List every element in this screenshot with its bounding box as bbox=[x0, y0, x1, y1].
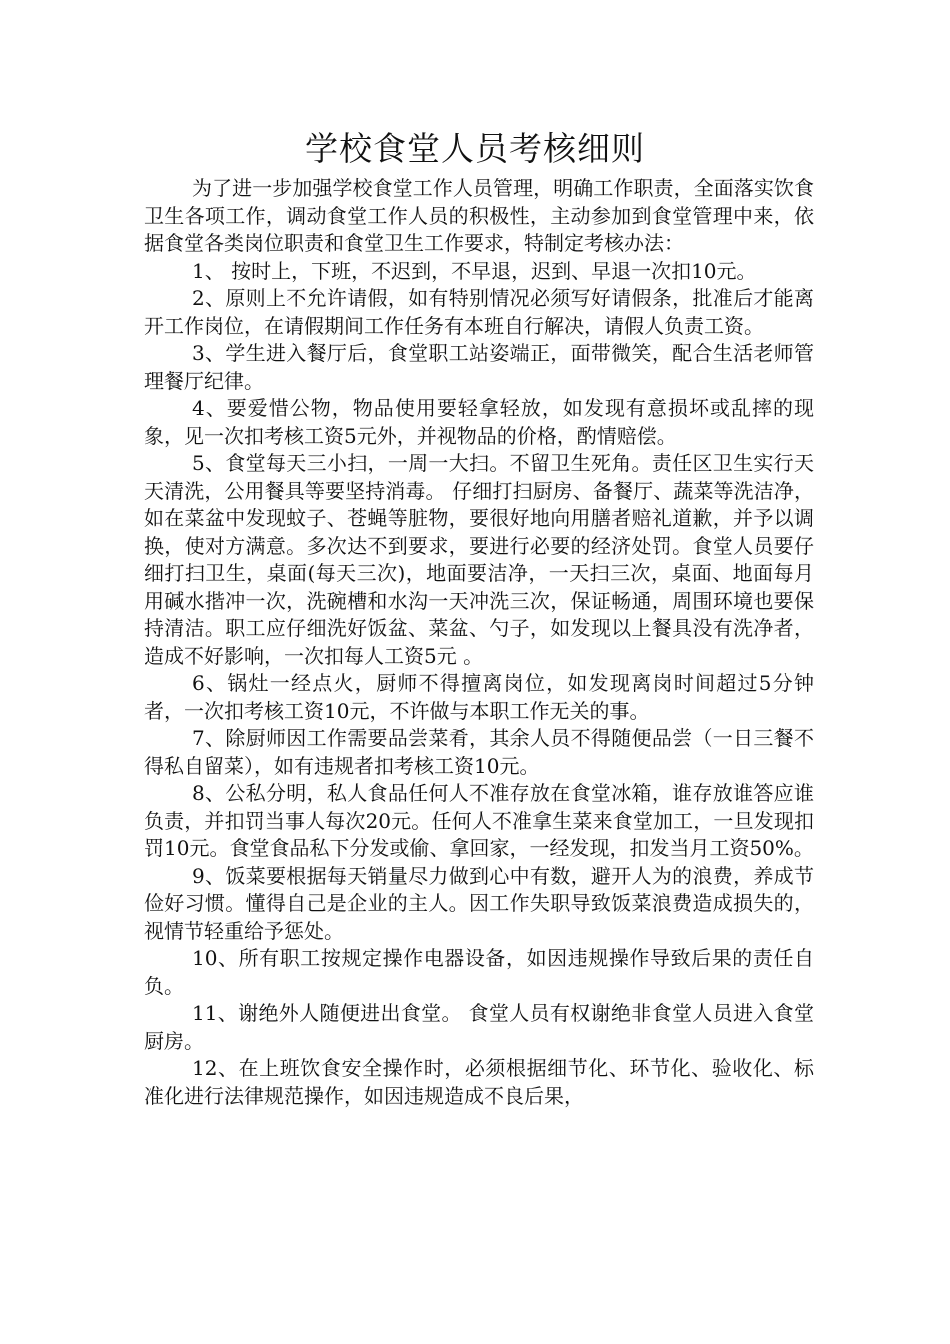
rule-item-10: 10、所有职工按规定操作电器设备，如因违规操作导致后果的责任自负。 bbox=[144, 946, 814, 998]
rule-item-7: 7、除厨师因工作需要品尝菜肴，其余人员不得随便品尝（一日三餐不得私自留菜），如有违规者扣考核工资10元。 bbox=[144, 726, 814, 778]
rule-item-4: 4、要爱惜公物，物品使用要轻拿轻放，如发现有意损坏或乱摔的现象，见一次扣考核工资5元外，并视物品的价格，酌情赔偿。 bbox=[144, 396, 814, 448]
document-title: 学校食堂人员考核细则 bbox=[305, 129, 645, 168]
rule-item-12: 12、在上班饮食安全操作时，必须根据细节化、环节化、验收化、标准化进行法律规范操作，如因违规造成不良后果， bbox=[144, 1056, 814, 1108]
rule-item-11: 11、谢绝外人随便进出食堂。 食堂人员有权谢绝非食堂人员进入食堂厨房。 bbox=[144, 1001, 814, 1053]
rule-item-6: 6、锅灶一经点火，厨师不得擅离岗位，如发现离岗时间超过5分钟者，一次扣考核工资10元，不许做与本职工作无关的事。 bbox=[144, 671, 814, 723]
rule-item-2: 2、原则上不允许请假，如有特别情况必须写好请假条，批准后才能离开工作岗位，在请假期间工作任务有本班自行解决，请假人负责工资。 bbox=[144, 286, 814, 338]
rule-item-5: 5、食堂每天三小扫，一周一大扫。不留卫生死角。责任区卫生实行天天清洗，公用餐具等要坚持消毒。 仔细打扫厨房、备餐厅、蔬菜等洗洁净，如在菜盆中发现蚊子、苍蝇等脏物，要很好地向用膳者赔礼道歉，并予以调换，使对方满意。多次达不到要求，要进行必要的经济处罚。食堂人员要仔细打扫卫生，桌面(每天三次)，地面要洁净，一天扫三次，桌面、地面每月用碱水揩冲一次，洗碗槽和水沟一天冲洗三次，保证畅通，周围环境也要保持清洁。职工应仔细洗好饭盆、菜盆、勺子，如发现以上餐具没有洗净者，造成不好影响，一次扣每人工资5元 。 bbox=[144, 451, 814, 668]
rule-item-9: 9、饭菜要根据每天销量尽力做到心中有数，避开人为的浪费，养成节俭好习惯。懂得自己是企业的主人。因工作失职导致饭菜浪费造成损失的，视情节轻重给予惩处。 bbox=[144, 863, 814, 943]
intro-paragraph: 为了进一步加强学校食堂工作人员管理，明确工作职责，全面落实饮食卫生各项工作，调动食堂工作人员的积极性，主动参加到食堂管理中来，依据食堂各类岗位职责和食堂卫生工作要求，特制定考核办法： bbox=[144, 176, 814, 255]
rule-item-8: 8、公私分明，私人食品任何人不准存放在食堂冰箱，谁存放谁答应谁负责，并扣罚当事人每次20元。任何人不准拿生菜来食堂加工，一旦发现扣罚10元。食堂食品私下分发或偷、拿回家，一经发现，扣发当月工资50%。 bbox=[144, 781, 814, 860]
rule-item-3: 3、学生进入餐厅后，食堂职工站姿端正，面带微笑，配合生活老师管理餐厅纪律。 bbox=[144, 341, 814, 393]
rule-item-1: 1、 按时上，下班，不迟到，不早退，迟到、早退一次扣10元。 bbox=[192, 258, 757, 283]
document-body bbox=[144, 175, 814, 1110]
